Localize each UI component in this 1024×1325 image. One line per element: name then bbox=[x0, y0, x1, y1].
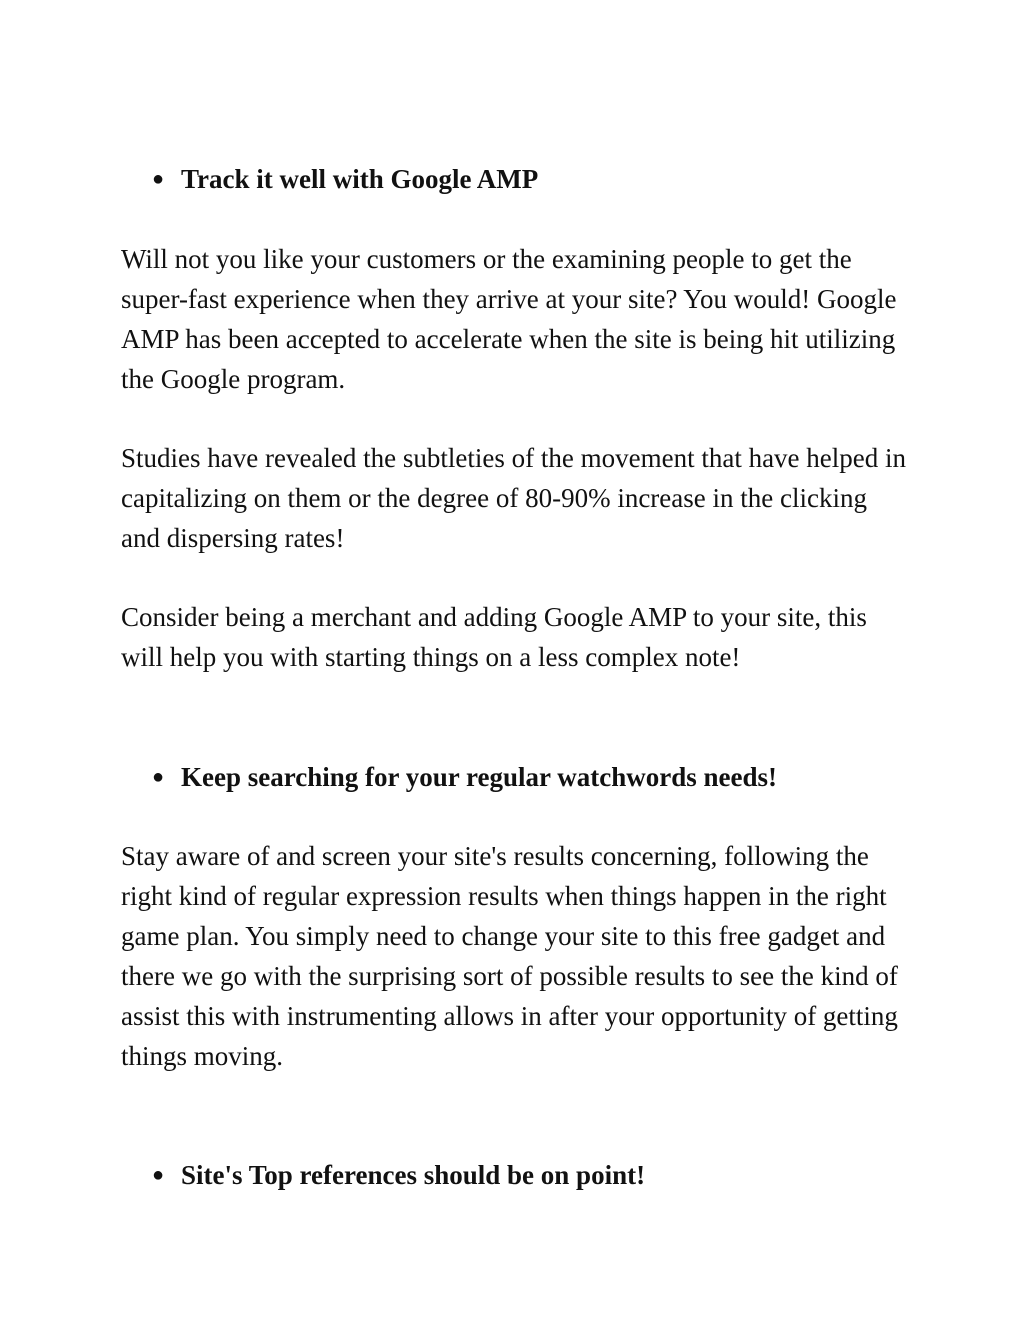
section-heading-google-amp bbox=[152, 159, 538, 199]
paragraph: Will not you like your customers or the examining people to get the super-fast experience when they arrive at your site? You would! Google AMP has been accepted to accelerate when the site is being hit utilizing the Google program. bbox=[121, 244, 897, 394]
heading-text: Track it well with Google AMP bbox=[181, 164, 539, 194]
paragraph: Stay aware of and screen your site's results concerning, following the right kind of regular expression results when things happen in the right game plan. You simply need to change your site to this free gadget and there we go with the surprising sort of possible results to see the kind of assist this with instrumenting allows in after your opportunity of getting things moving. bbox=[121, 841, 898, 1071]
bullet-icon: ● bbox=[152, 766, 165, 788]
paragraph: Studies have revealed the subtleties of the movement that have helped in capitalizing on them or the degree of 80-90% increase in the clicking and dispersing rates! bbox=[121, 443, 907, 553]
bullet-icon: ● bbox=[152, 168, 165, 190]
paragraph: Consider being a merchant and adding Google AMP to your site, this will help you with starting things on a less complex note! bbox=[121, 602, 867, 672]
heading-text: Site's Top references should be on point! bbox=[181, 1160, 646, 1190]
section-heading-watchwords bbox=[152, 757, 777, 797]
section-heading-top-references bbox=[152, 1155, 645, 1195]
bullet-icon: ● bbox=[152, 1164, 165, 1186]
heading-text: Keep searching for your regular watchwords needs! bbox=[181, 762, 777, 792]
